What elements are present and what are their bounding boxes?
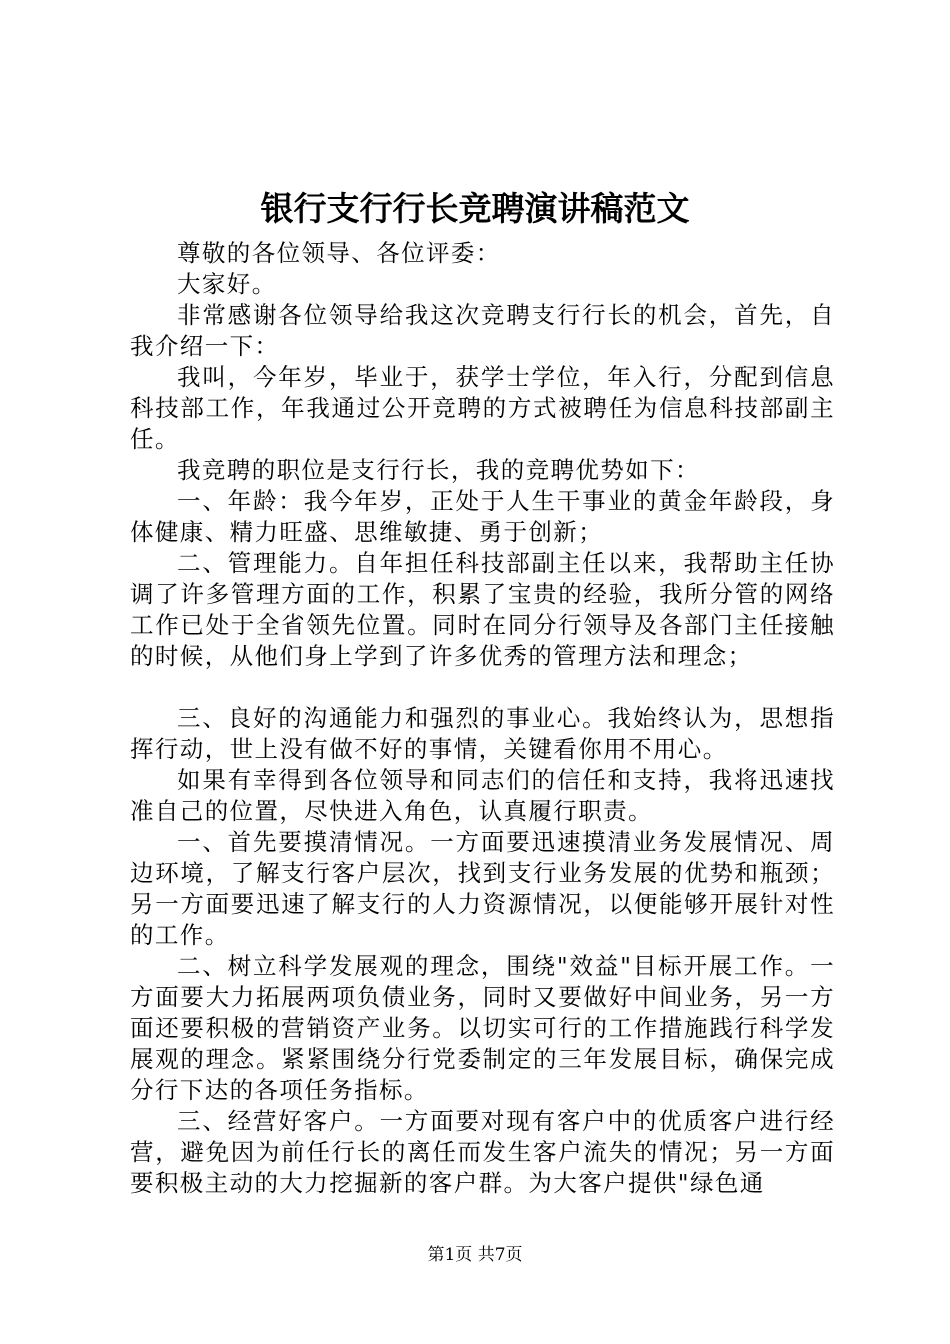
paragraph: 我竞聘的职位是支行行长，我的竞聘优势如下： (177, 456, 700, 484)
page-footer (0, 1240, 950, 1270)
paragraph: 尊敬的各位领导、各位评委： (177, 239, 501, 267)
paragraph: 二、树立科学发展观的理念，围绕"效益"目标开展工作。一方面要大力拓展两项负债业务，同时又要做好中间业务，另一方面还要积极的营销资产业务。以切实可行的工作措施践行科学发展观的理念。紧紧围绕分行党委制定的三年发展目标，确保完成分行下达的各项任务指标。 (130, 952, 835, 1104)
page-number: 第1页 共7页 (427, 1245, 523, 1265)
paragraph: 我叫，今年岁，毕业于，获学士学位，年入行，分配到信息科技部工作，年我通过公开竞聘的方式被聘任为信息科技部副主任。 (130, 363, 835, 453)
document-body (130, 238, 835, 1199)
paragraph: 大家好。 (177, 270, 277, 298)
paragraph: 二、管理能力。自年担任科技部副主任以来，我帮助主任协调了许多管理方面的工作，积累了宝贵的经验，我所分管的网络工作已处于全省领先位置。同时在同分行领导及各部门主任接触的时候，从他们身上学到了许多优秀的管理方法和理念； (130, 549, 835, 670)
paragraph: 如果有幸得到各位领导和同志们的信任和支持，我将迅速找准自己的位置，尽快进入角色，认真履行职责。 (130, 766, 835, 825)
paragraph: 三、良好的沟通能力和强烈的事业心。我始终认为，思想指挥行动，世上没有做不好的事情，关键看你用不用心。 (130, 704, 835, 763)
paragraph: 非常感谢各位领导给我这次竞聘支行行长的机会，首先，自我介绍一下： (130, 301, 835, 360)
paragraph: 一、首先要摸清情况。一方面要迅速摸清业务发展情况、周边环境，了解支行客户层次，找到支行业务发展的优势和瓶颈；另一方面要迅速了解支行的人力资源情况，以便能够开展针对性的工作。 (130, 828, 835, 949)
paragraph: 一、年龄：我今年岁，正处于人生干事业的黄金年龄段，身体健康、精力旺盛、思维敏捷、勇于创新； (130, 487, 835, 546)
blank-line (130, 672, 835, 703)
paragraph: 三、经营好客户。一方面要对现有客户中的优质客户进行经营，避免因为前任行长的离任而发生客户流失的情况；另一方面要积极主动的大力挖掘新的客户群。为大客户提供"绿色通 (130, 1107, 835, 1197)
document-title: 银行支行行长竞聘演讲稿范文 (260, 189, 690, 228)
